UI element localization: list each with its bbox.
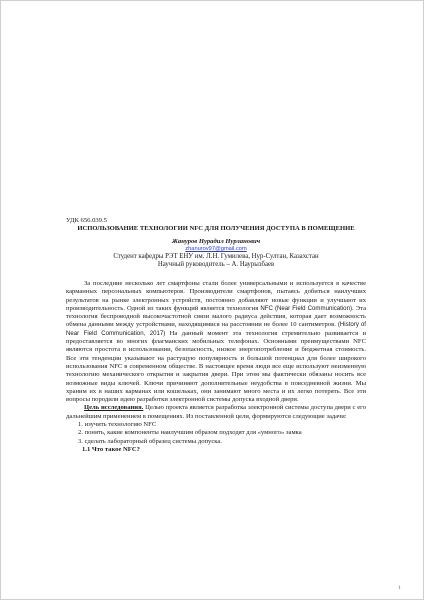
task-list: [66, 421, 366, 446]
page-content: [66, 217, 366, 454]
goal-paragraph: [66, 404, 366, 421]
email-link[interactable]: zhanurov97@gmail.com: [185, 245, 247, 252]
intro-paragraph: [66, 280, 366, 404]
author-email: [66, 246, 366, 253]
intro-text-1: За последние несколько лет смартфоны стали более универсальными и используется в качестве карманных персональных компьютеров. Производители смартфонов, пытаясь добиться наилучших результатов на рынке электронных устройств, постоянно добавляют новые функции и улучшают их производительность. Одной из таких функций является технология: [66, 279, 366, 312]
intro-text-3: На данный момент эта технология стремительно развивается и предоставляется во многих флагманских мобильных телефонах. Основными преимуществами NFC являются простота в использовании, безопасность, низкое энергопотребление и бюджетная стоимость. Все эти тенденции указывают на растущую популярность и большой потенциал для более широкого использования NFC в современном обществе. В настоящее время люди все еще используют неизменную технологию механического открытия и закрытия двери. При этом мы фактически обязаны носить все возможные виды ключей. Ключи причиняют дополнительные неудобства в повседневной жизни. Мы храним их в наших карманах или кошельках, они занимают много места и их легко потерять. Все эти вопросы породили идею разработки электронной системы допуска входной двери.: [66, 329, 367, 404]
citation: (History of Near Field Communication, 2017): [66, 321, 366, 337]
page-number: 1: [398, 585, 401, 591]
scientific-advisor: Научный руководитель – А. Наурызбаев: [157, 261, 275, 269]
goal-lead: Цель исследования.: [84, 404, 144, 412]
author-affiliation: Студент кафедры РЭТ ЕНУ им. Л.Н. Гумилева, Нур-Султан, Казахстан: [113, 252, 319, 260]
list-item: 1. изучить технологию NFC: [78, 421, 157, 429]
nfc-term: NFC (Near Field Communication).: [260, 304, 354, 312]
intro-text-2: Эта технология беспроводной высокочастотной связи малого радиуса действия, которая дает возможность обмена данными между устройствами, находящимися на расстоянии не более 10 сантиметров.: [66, 304, 366, 329]
article-title: ИСПОЛЬЗОВАНИЕ ТЕХНОЛОГИИ NFC ДЛЯ ПОЛУЧЕНИЯ ДОСТУПА В ПОМЕЩЕНИЕ: [77, 225, 355, 233]
udc-code: УДК 656.039.5: [66, 217, 107, 224]
list-item: 2. понять, какие компоненты наилучшим образом подходят для «умного» замка: [78, 429, 302, 437]
section-heading: 1.1 Что такое NFC?: [82, 445, 140, 453]
list-item: 3. сделать лабораторный образец системы допуска.: [78, 437, 222, 445]
author-name: Жануров Нурадил Нурланович: [171, 237, 261, 245]
goal-text: Целью проекта является разработка электронной системы доступа двери с его дальнейшим применением в помещениях. Из поставленной цели, формируются следующие задачи:: [66, 404, 366, 420]
